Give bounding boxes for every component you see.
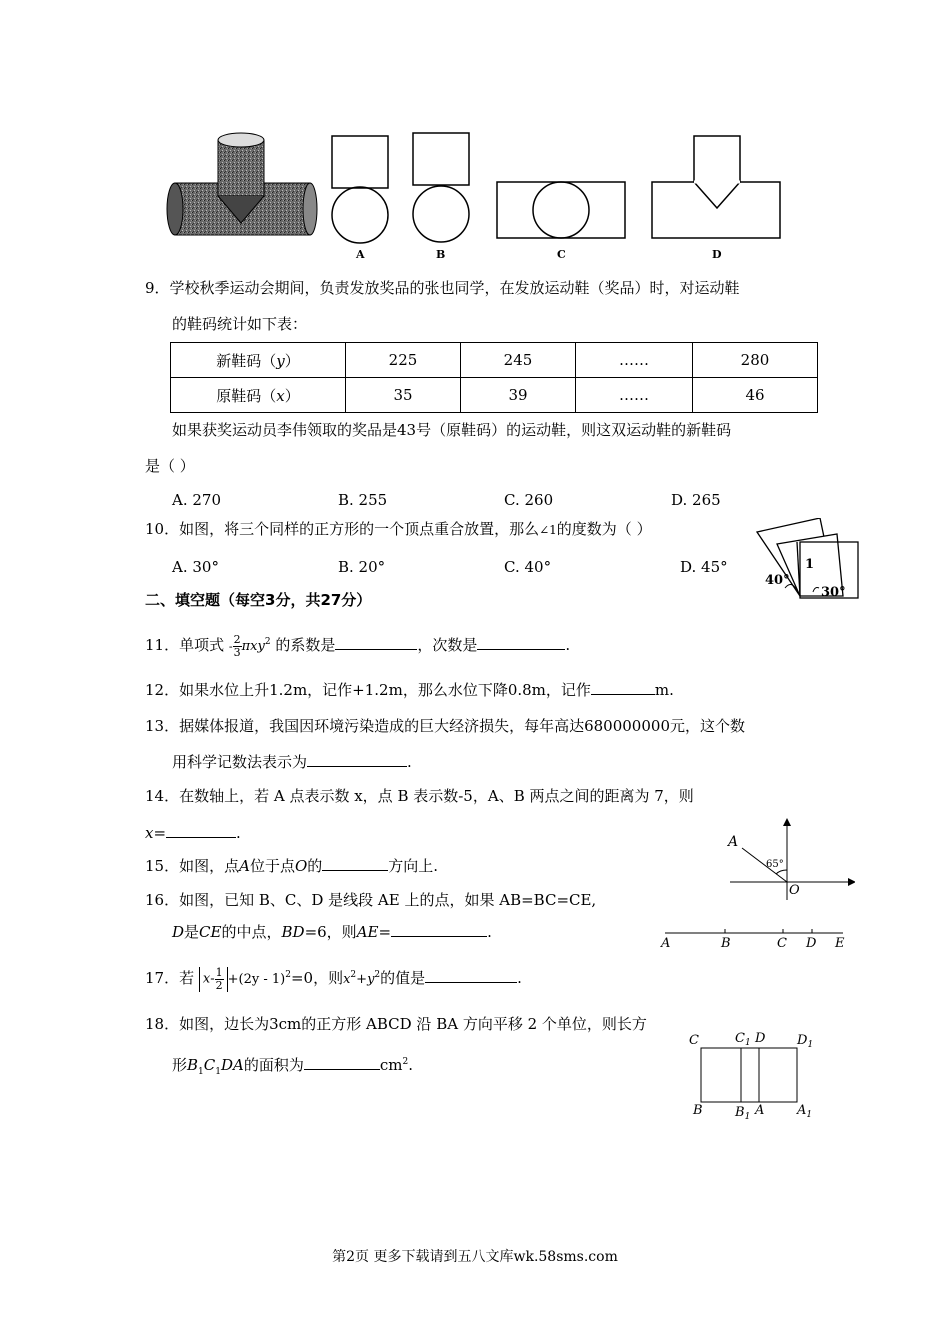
- pt-c: C: [689, 1033, 699, 1048]
- q11-question: 11．单项式 - $\frac{2}{3}$ πxy$^2$ 的系数是 ，次数是 .: [145, 632, 571, 659]
- q14-line2: x= .: [145, 824, 241, 842]
- q12-blank[interactable]: [591, 680, 655, 695]
- q18-blank[interactable]: [304, 1055, 380, 1070]
- option-c-view: [497, 182, 625, 238]
- table-row: [171, 343, 818, 378]
- angle-1-label: 1: [805, 557, 815, 572]
- q13-line1: 13．据媒体报道，我国因环境污染造成的巨大经济损失，每年高达680000000元，这个数: [145, 717, 745, 735]
- option-a-view: [332, 136, 388, 243]
- section2-title: 二、填空题（每空3分，共27分）: [145, 591, 372, 609]
- table-cell: 46: [693, 378, 818, 413]
- pt-a1: $A_1$: [797, 1103, 813, 1120]
- table-cell: 245: [461, 343, 576, 378]
- q17-question: 17．若 x- $\frac{1}{2}$ +(2y - 1)$^2$=0，则$x^2+y^2$的值是 .: [145, 965, 522, 992]
- pt-a: A: [755, 1103, 765, 1118]
- translation-figure: [685, 1026, 825, 1120]
- q15-blank[interactable]: [322, 856, 388, 871]
- fig-label-c: C: [557, 248, 566, 261]
- angle-65-label: 65°: [766, 859, 784, 870]
- table-row-header: 原鞋码（x）: [171, 378, 346, 413]
- fig-label-b: B: [436, 248, 446, 261]
- table-row: [171, 378, 818, 413]
- q14-line1: 14．在数轴上，若 A 点表示数 x，点 B 表示数-5，A、B 两点之间的距离为 7，则: [145, 787, 694, 805]
- pt-d1: $D_1$: [797, 1033, 814, 1050]
- seg-point-d: D: [806, 936, 817, 951]
- q9-line4: 是（ ）: [145, 457, 195, 475]
- angle-30-label: 30°: [821, 585, 846, 600]
- q9-line1: 9．学校秋季运动会期间，负责发放奖品的张也同学，在发放运动鞋（奖品）时，对运动鞋: [145, 279, 740, 297]
- q9-option-a: A. 270: [172, 491, 221, 509]
- q18-line2: 形$B_1C_1DA$的面积为 $cm^2$.: [172, 1056, 414, 1077]
- option-d-view: [652, 136, 780, 238]
- table-cell: 35: [346, 378, 461, 413]
- q14-blank[interactable]: [166, 823, 236, 838]
- pt-d: D: [755, 1031, 766, 1046]
- segment-figure: [655, 925, 855, 951]
- q10-question: 10．如图，将三个同样的正方形的一个顶点重合放置，那么∠1的度数为（ ）: [145, 520, 652, 538]
- q10-option-c: C. 40°: [504, 558, 552, 576]
- q9-option-c: C. 260: [504, 491, 554, 509]
- q15-question: 15．如图，点A位于点O的 方向上.: [145, 857, 439, 875]
- seg-point-e: E: [835, 936, 845, 951]
- absolute-value: x- $\frac{1}{2}$: [199, 967, 228, 992]
- compass-figure: [720, 818, 855, 903]
- fig-label-a: A: [356, 248, 365, 261]
- seg-point-c: C: [777, 936, 787, 951]
- fraction: $\frac{2}{3}$: [233, 632, 241, 659]
- table-row-header: 新鞋码（y）: [171, 343, 346, 378]
- q17-blank[interactable]: [425, 968, 517, 983]
- q10-option-d: D. 45°: [680, 558, 728, 576]
- angle-40-label: 40°: [765, 573, 790, 588]
- three-view-figure: [160, 128, 800, 263]
- q13-line2: 用科学记数法表示为 .: [172, 753, 412, 771]
- seg-point-a: A: [661, 936, 671, 951]
- table-cell: ……: [576, 343, 693, 378]
- q16-line2: D是CE的中点，BD=6，则AE= .: [172, 923, 492, 941]
- option-b-view: [413, 133, 469, 242]
- q11-blank-degree[interactable]: [477, 635, 565, 650]
- q13-blank[interactable]: [307, 752, 407, 767]
- pt-b: B: [693, 1103, 703, 1118]
- squares-figure: [755, 518, 865, 604]
- pt-b1: $B_1$: [735, 1105, 751, 1120]
- table-cell: 280: [693, 343, 818, 378]
- point-a-label: A: [728, 834, 739, 850]
- q9-option-b: B. 255: [338, 491, 388, 509]
- page-footer: 第2页 更多下载请到五八文库wk.58sms.com: [332, 1249, 618, 1265]
- q12-question: 12．如果水位上升1.2m，记作+1.2m，那么水位下降0.8m，记作 m.: [145, 681, 674, 699]
- q9-line3: 如果获奖运动员李伟领取的奖品是43号（原鞋码）的运动鞋，则这双运动鞋的新鞋码: [172, 421, 732, 439]
- pt-c1: $C_1$: [735, 1031, 751, 1048]
- q9-line2: 的鞋码统计如下表：: [172, 315, 308, 333]
- fig-label-d: D: [712, 248, 722, 261]
- solid-object: [167, 133, 317, 235]
- table-cell: ……: [576, 378, 693, 413]
- point-o-label: O: [789, 883, 800, 898]
- q10-option-a: A. 30°: [172, 558, 219, 576]
- angle-symbol: ∠1: [539, 523, 557, 537]
- q16-blank[interactable]: [391, 922, 487, 937]
- seg-point-b: B: [721, 936, 731, 951]
- q11-blank-coefficient[interactable]: [335, 635, 417, 650]
- q10-option-b: B. 20°: [338, 558, 386, 576]
- q18-line1: 18．如图，边长为3cm的正方形 ABCD 沿 BA 方向平移 2 个单位，则长方: [145, 1015, 647, 1033]
- table-cell: 225: [346, 343, 461, 378]
- shoe-size-table: [170, 342, 818, 413]
- table-cell: 39: [461, 378, 576, 413]
- q16-line1: 16．如图，已知 B、C、D 是线段 AE 上的点，如果 AB=BC=CE,: [145, 891, 597, 909]
- q9-option-d: D. 265: [671, 491, 721, 509]
